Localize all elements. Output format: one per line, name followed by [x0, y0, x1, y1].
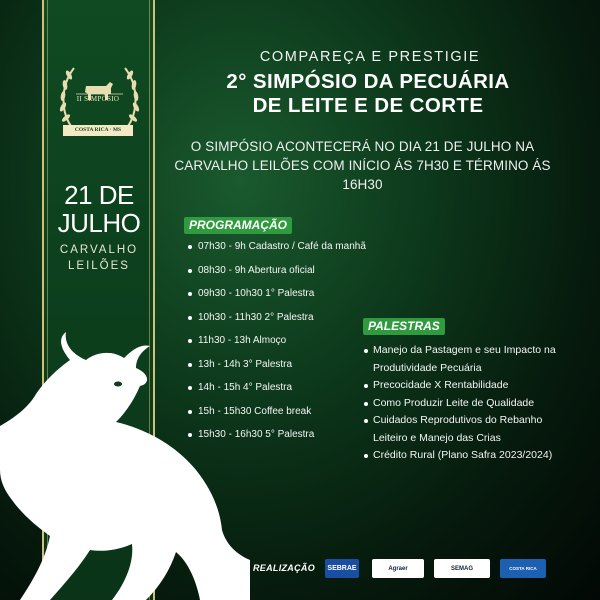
kicker-text: COMPAREÇA E PRESTIGIE: [259, 49, 481, 65]
logo-title: II SIMPÓSIO: [76, 95, 120, 103]
venue-line-1: CARVALHO: [59, 244, 139, 256]
schedule-item: 11h30 - 13h Almoço: [186, 334, 366, 358]
talk-item: Cuidados Reprodutivos do Rebanho Leiteiro e Manejo das Crias: [362, 412, 577, 447]
schedule-item: 10h30 - 11h30 2° Palestra: [186, 311, 366, 335]
talk-item: Crédito Rural (Plano Safra 2023/2024): [362, 447, 577, 465]
title-line-1: 2° SIMPÓSIO DA PECUÁRIA: [226, 70, 510, 93]
semag-logo: SEMAG: [434, 559, 490, 578]
schedule-item: 15h30 - 16h30 5° Palestra: [186, 428, 366, 452]
schedule-item: 08h30 - 9h Abertura oficial: [186, 264, 366, 288]
event-venue: [48, 242, 150, 274]
schedule-item: 13h - 14h 3° Palestra: [186, 358, 366, 382]
programacao-heading: PROGRAMAÇÃO: [184, 217, 292, 234]
palestras-heading: PALESTRAS: [363, 318, 445, 335]
talk-item: Precocidade X Rentabilidade: [362, 377, 577, 395]
agraer-logo: Agraer: [372, 559, 424, 578]
event-title: [188, 70, 548, 118]
realizacao-label: REALIZAÇÃO: [253, 563, 315, 573]
schedule-item: 09h30 - 10h30 1° Palestra: [186, 287, 366, 311]
logo-ribbon: COSTA RICA · MS: [63, 125, 133, 136]
schedule-list: [186, 240, 366, 452]
talk-item: Como Produzir Leite de Qualidade: [362, 395, 577, 413]
date-day: 21 DE: [64, 180, 134, 210]
venue-line-2: LEILÕES: [68, 260, 130, 272]
talks-list: [362, 342, 577, 465]
intro-text: O SIMPÓSIO ACONTECERÁ NO DIA 21 DE JULHO NA CARVALHO LEILÕES COM INÍCIO ÁS 7H30 E TÉRMINO ÁS 16H30: [174, 139, 551, 192]
schedule-item: 15h - 15h30 Coffee break: [186, 405, 366, 429]
title-line-2: DE LEITE E DE CORTE: [252, 94, 484, 117]
schedule-item: 14h - 15h 4° Palestra: [186, 381, 366, 405]
costa-rica-logo: COSTA RICA: [500, 559, 546, 578]
date-month: JULHO: [57, 208, 141, 238]
event-date: [48, 181, 150, 237]
schedule-item: 07h30 - 9h Cadastro / Café da manhã: [186, 240, 366, 264]
talk-item: Manejo da Pastagem e seu Impacto na Produtividade Pecuária: [362, 342, 577, 377]
sebrae-logo: SEBRAE: [325, 559, 359, 578]
